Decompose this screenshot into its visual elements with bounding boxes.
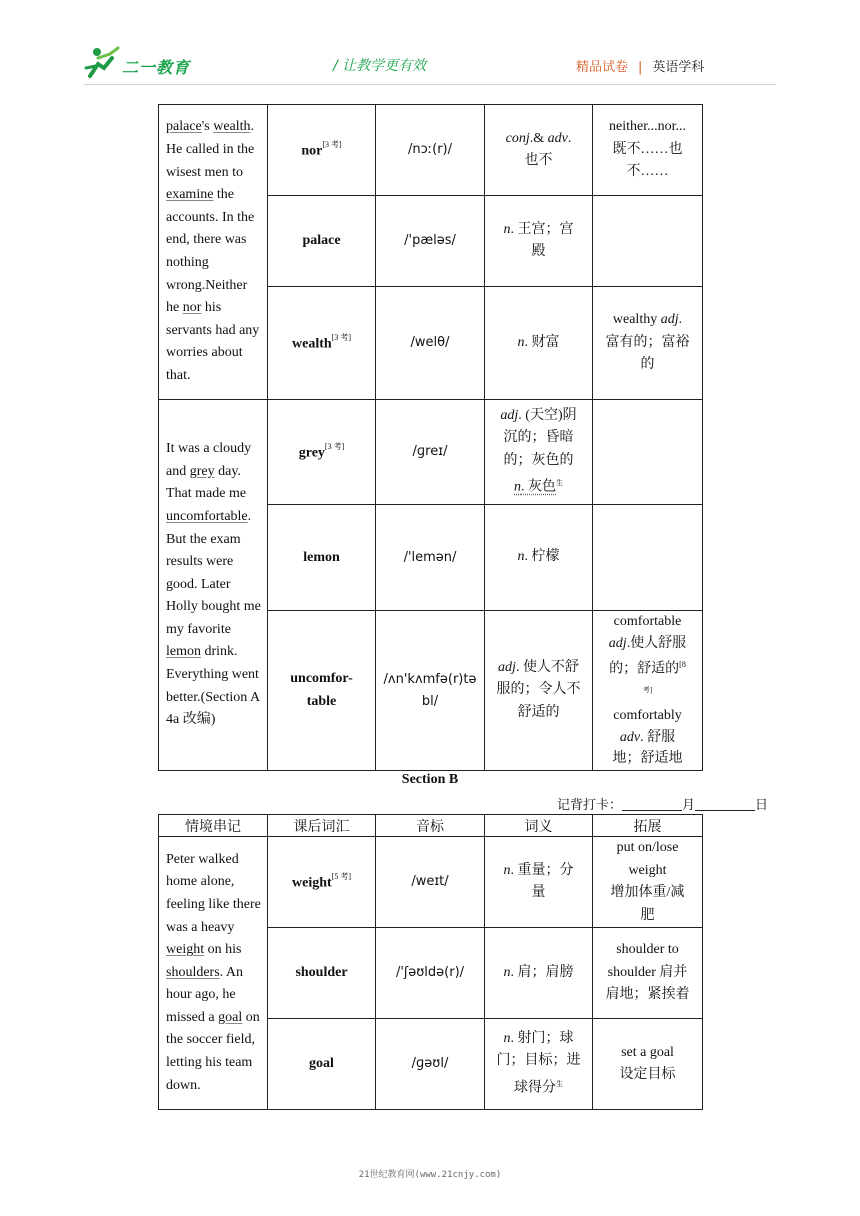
month-blank[interactable] bbox=[622, 797, 682, 811]
word-text: weight bbox=[292, 875, 332, 891]
context-story-cell: Peter walked home alone, feeling like there was a heavy weight on his shoulders. An hour ago, he missed a goal on the soccer field, letting his team down. bbox=[159, 837, 268, 1110]
phonetic-cell: /'ʃəʊldə(r)/ bbox=[376, 928, 485, 1019]
word-cell bbox=[268, 1019, 376, 1110]
word-cell bbox=[268, 837, 376, 928]
extension-cell: set a goal 设定目标 bbox=[593, 1019, 703, 1110]
header-divider bbox=[84, 84, 776, 85]
word-cell bbox=[268, 196, 376, 287]
meaning-cell: n. 射门；球 门；目标；进 球得分$^生$ bbox=[485, 1019, 593, 1110]
header-words: 课后词汇 bbox=[268, 815, 376, 837]
extension-cell: shoulder to shoulder 肩并 肩地；紧挨着 bbox=[593, 928, 703, 1019]
vocab-table-section-a bbox=[158, 104, 703, 771]
phonetic-cell: /'lemən/ bbox=[376, 505, 485, 611]
extension-cell bbox=[593, 196, 703, 287]
word-text: shoulder bbox=[295, 965, 348, 980]
table-row bbox=[159, 105, 703, 196]
header-extension: 拓展 bbox=[593, 815, 703, 837]
header-phonetic: 音标 bbox=[376, 815, 485, 837]
meaning-cell: adj. (天空)阴 沉的；昏暗 的；灰色的 n. 灰色$^生$ bbox=[485, 400, 593, 505]
word-text: goal bbox=[309, 1056, 334, 1071]
word-text: wealth bbox=[292, 336, 332, 352]
word-cell bbox=[268, 928, 376, 1019]
section-b-title: Section B bbox=[401, 772, 459, 787]
checkin-label: 记背打卡： bbox=[557, 798, 623, 813]
meaning-cell: n. 财富 bbox=[485, 287, 593, 400]
logo-text: 二一教育 bbox=[122, 58, 191, 77]
context-story-cell: palace's wealth. He called in the wisest men to examine the accounts. In the end, there was nothing wrong.Neither he nor his servants had any worries about that. bbox=[159, 105, 268, 400]
word-text: nor bbox=[301, 143, 323, 159]
phonetic-cell: /nɔː(r)/ bbox=[376, 105, 485, 196]
meaning-cell: n. 柠檬 bbox=[485, 505, 593, 611]
extension-cell bbox=[593, 400, 703, 505]
table-row bbox=[159, 837, 703, 928]
header-slogan: / 让教学更有效 bbox=[333, 58, 427, 74]
exam-frequency: [5 考] bbox=[331, 871, 351, 881]
word-cell bbox=[268, 105, 376, 196]
exam-frequency: [3 考] bbox=[322, 139, 342, 149]
word-cell: uncomfor- table bbox=[268, 611, 376, 771]
word-cell bbox=[268, 400, 376, 505]
meaning-cell: n. 王宫；宫 殿 bbox=[485, 196, 593, 287]
table-header-row bbox=[159, 815, 703, 837]
meaning-cell: adj. 使人不舒 服的；令人不 舒适的 bbox=[485, 611, 593, 771]
extension-cell: comfortable adj.使人舒服 的；舒适的$^{[8}$ $^{考]}$ comfortably adv. 舒服 地；舒适地 bbox=[593, 611, 703, 771]
context-story-cell: It was a cloudy and grey day. That made me uncomfortable. But the exam results were good. Later Holly bought me my favorite lemon drink. Everything went better.(Section A 4a 改编) bbox=[159, 400, 268, 771]
meaning-cell: conj.& adv. 也不 bbox=[485, 105, 593, 196]
phonetic-cell: /ʌn'kʌmfə(r)tə bl/ bbox=[376, 611, 485, 771]
meaning-cell: n. 重量；分 量 bbox=[485, 837, 593, 928]
extension-cell: neither...nor... 既不……也 不…… bbox=[593, 105, 703, 196]
checkin-month-label: 月 bbox=[682, 798, 696, 813]
word-text: grey bbox=[298, 445, 325, 461]
vocab-table-section-b bbox=[158, 814, 703, 1110]
table-row bbox=[159, 400, 703, 505]
day-blank[interactable] bbox=[695, 797, 755, 811]
header-subject-label: 英语学科 bbox=[652, 60, 705, 75]
extension-cell: put on/lose weight 增加体重/减 肥 bbox=[593, 837, 703, 928]
checkin-day-label: 日 bbox=[755, 798, 769, 813]
page-footer: 21世纪教育网(www.21cnjy.com) bbox=[358, 1170, 502, 1180]
extension-cell bbox=[593, 505, 703, 611]
header-meaning: 词义 bbox=[485, 815, 593, 837]
phonetic-cell: /ɡəʊl/ bbox=[376, 1019, 485, 1110]
extension-cell: wealthy adj. 富有的；富裕 的 bbox=[593, 287, 703, 400]
header-right bbox=[576, 56, 704, 75]
phonetic-cell: /welθ/ bbox=[376, 287, 485, 400]
word-text: lemon bbox=[303, 549, 340, 565]
exam-frequency: [3 考] bbox=[324, 441, 345, 451]
header-separator: | bbox=[638, 60, 643, 75]
word-text: palace bbox=[302, 233, 341, 248]
phonetic-cell: /'pæləs/ bbox=[376, 196, 485, 287]
word-cell bbox=[268, 505, 376, 611]
memorize-checkin bbox=[557, 794, 768, 813]
word-cell bbox=[268, 287, 376, 400]
meaning-cell: n. 肩；肩膀 bbox=[485, 928, 593, 1019]
phonetic-cell: /ɡreɪ/ bbox=[376, 400, 485, 505]
page-header bbox=[0, 0, 860, 90]
exam-frequency: [3 考] bbox=[331, 332, 351, 342]
header-context: 情境串记 bbox=[159, 815, 268, 837]
phonetic-cell: /weɪt/ bbox=[376, 837, 485, 928]
header-premium-label: 精品试卷 bbox=[576, 60, 629, 75]
